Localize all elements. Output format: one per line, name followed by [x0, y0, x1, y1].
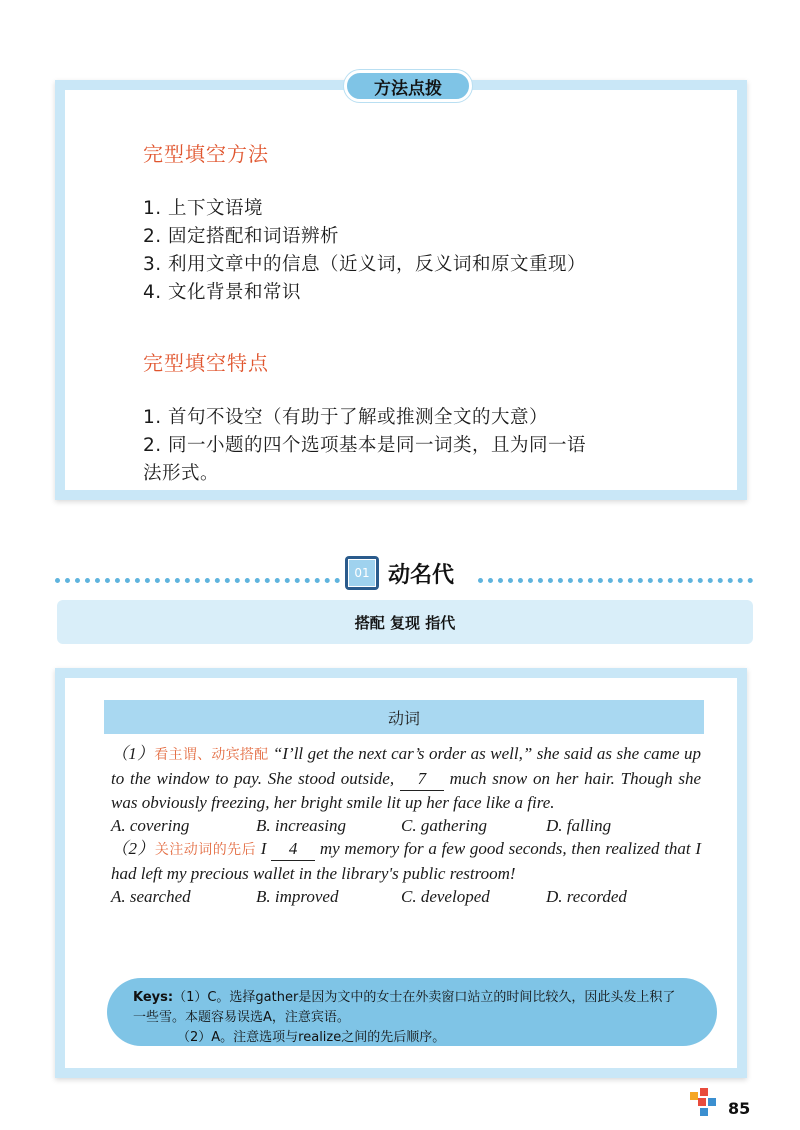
option: B. improved: [256, 887, 339, 906]
questions: [111, 742, 701, 908]
keys-text: （1）C。选择gather是因为文中的女士在外卖窗口站立的时间比较久，因此头发上积了一些雪。本题容易误选A，注意宾语。: [133, 990, 676, 1025]
method-box-title: 方法点拨: [344, 70, 472, 102]
question-1: [111, 742, 701, 814]
dotted-divider-left: [55, 578, 340, 583]
verb-box: [55, 668, 747, 1078]
option: A. searched: [111, 887, 191, 906]
options-row: [111, 814, 701, 837]
question-number: （2）: [111, 839, 155, 858]
answer-blank: 7: [400, 767, 444, 791]
question-text: much snow on her hair. Though she was obviously freezing, her bright smile lit up her face like a fire.: [111, 769, 701, 812]
question-text: “I’ll get the next car’s order as well,” she said as she came up to the window to pay. She stood outside,: [111, 744, 702, 788]
verb-heading: 动词: [104, 700, 704, 734]
keys-line-2: （2）A。注意选项与realize之间的先后顺序。: [177, 1030, 446, 1045]
method-item: 1. 上下文语境: [143, 198, 264, 219]
method-item: 4. 文化背景和常识: [143, 282, 302, 303]
answer-keys: [107, 978, 717, 1046]
section-title: 动名代: [388, 563, 455, 588]
keys-line-1: [133, 988, 687, 1028]
question-2: [111, 837, 701, 885]
feature-item: 2. 同一小题的四个选项基本是同一词类，且为同一语: [143, 435, 587, 456]
section-number-badge: [345, 556, 379, 590]
question-note: 看主谓、动宾搭配: [154, 747, 269, 763]
page-number: 85: [728, 1099, 751, 1118]
feature-item: 法形式。: [143, 463, 220, 484]
section-number: 01: [348, 559, 376, 587]
question-text: my memory for a few good seconds, then realized that I had left my precious wallet in the library's public restroom!: [111, 839, 702, 883]
verb-box-content: [65, 678, 737, 1068]
method-box-content: [65, 90, 737, 490]
method-item: 3. 利用文章中的信息（近义词，反义词和原文重现）: [143, 254, 587, 275]
answer-blank: 4: [271, 837, 315, 861]
keys-label: Keys:: [133, 990, 174, 1005]
question-note: 关注动词的先后: [154, 842, 257, 858]
option: D. recorded: [546, 887, 627, 906]
section-tags: 搭配 复现 指代: [57, 600, 753, 644]
method-item: 2. 固定搭配和词语辨析: [143, 226, 340, 247]
question-text: I: [256, 839, 272, 858]
publisher-logo-icon: [690, 1088, 718, 1118]
option: B. increasing: [256, 816, 347, 835]
option: C. developed: [401, 887, 490, 906]
method-box: [55, 80, 747, 500]
option: D. falling: [546, 816, 612, 835]
option: C. gathering: [401, 816, 487, 835]
section1-heading: 完型填空方法: [143, 142, 269, 166]
option: A. covering: [111, 816, 190, 835]
options-row: [111, 885, 701, 908]
section2-heading: 完型填空特点: [143, 351, 269, 375]
question-number: （1）: [111, 744, 155, 763]
dotted-divider-right: [478, 578, 753, 583]
feature-item: 1. 首句不设空（有助于了解或推测全文的大意）: [143, 407, 549, 428]
